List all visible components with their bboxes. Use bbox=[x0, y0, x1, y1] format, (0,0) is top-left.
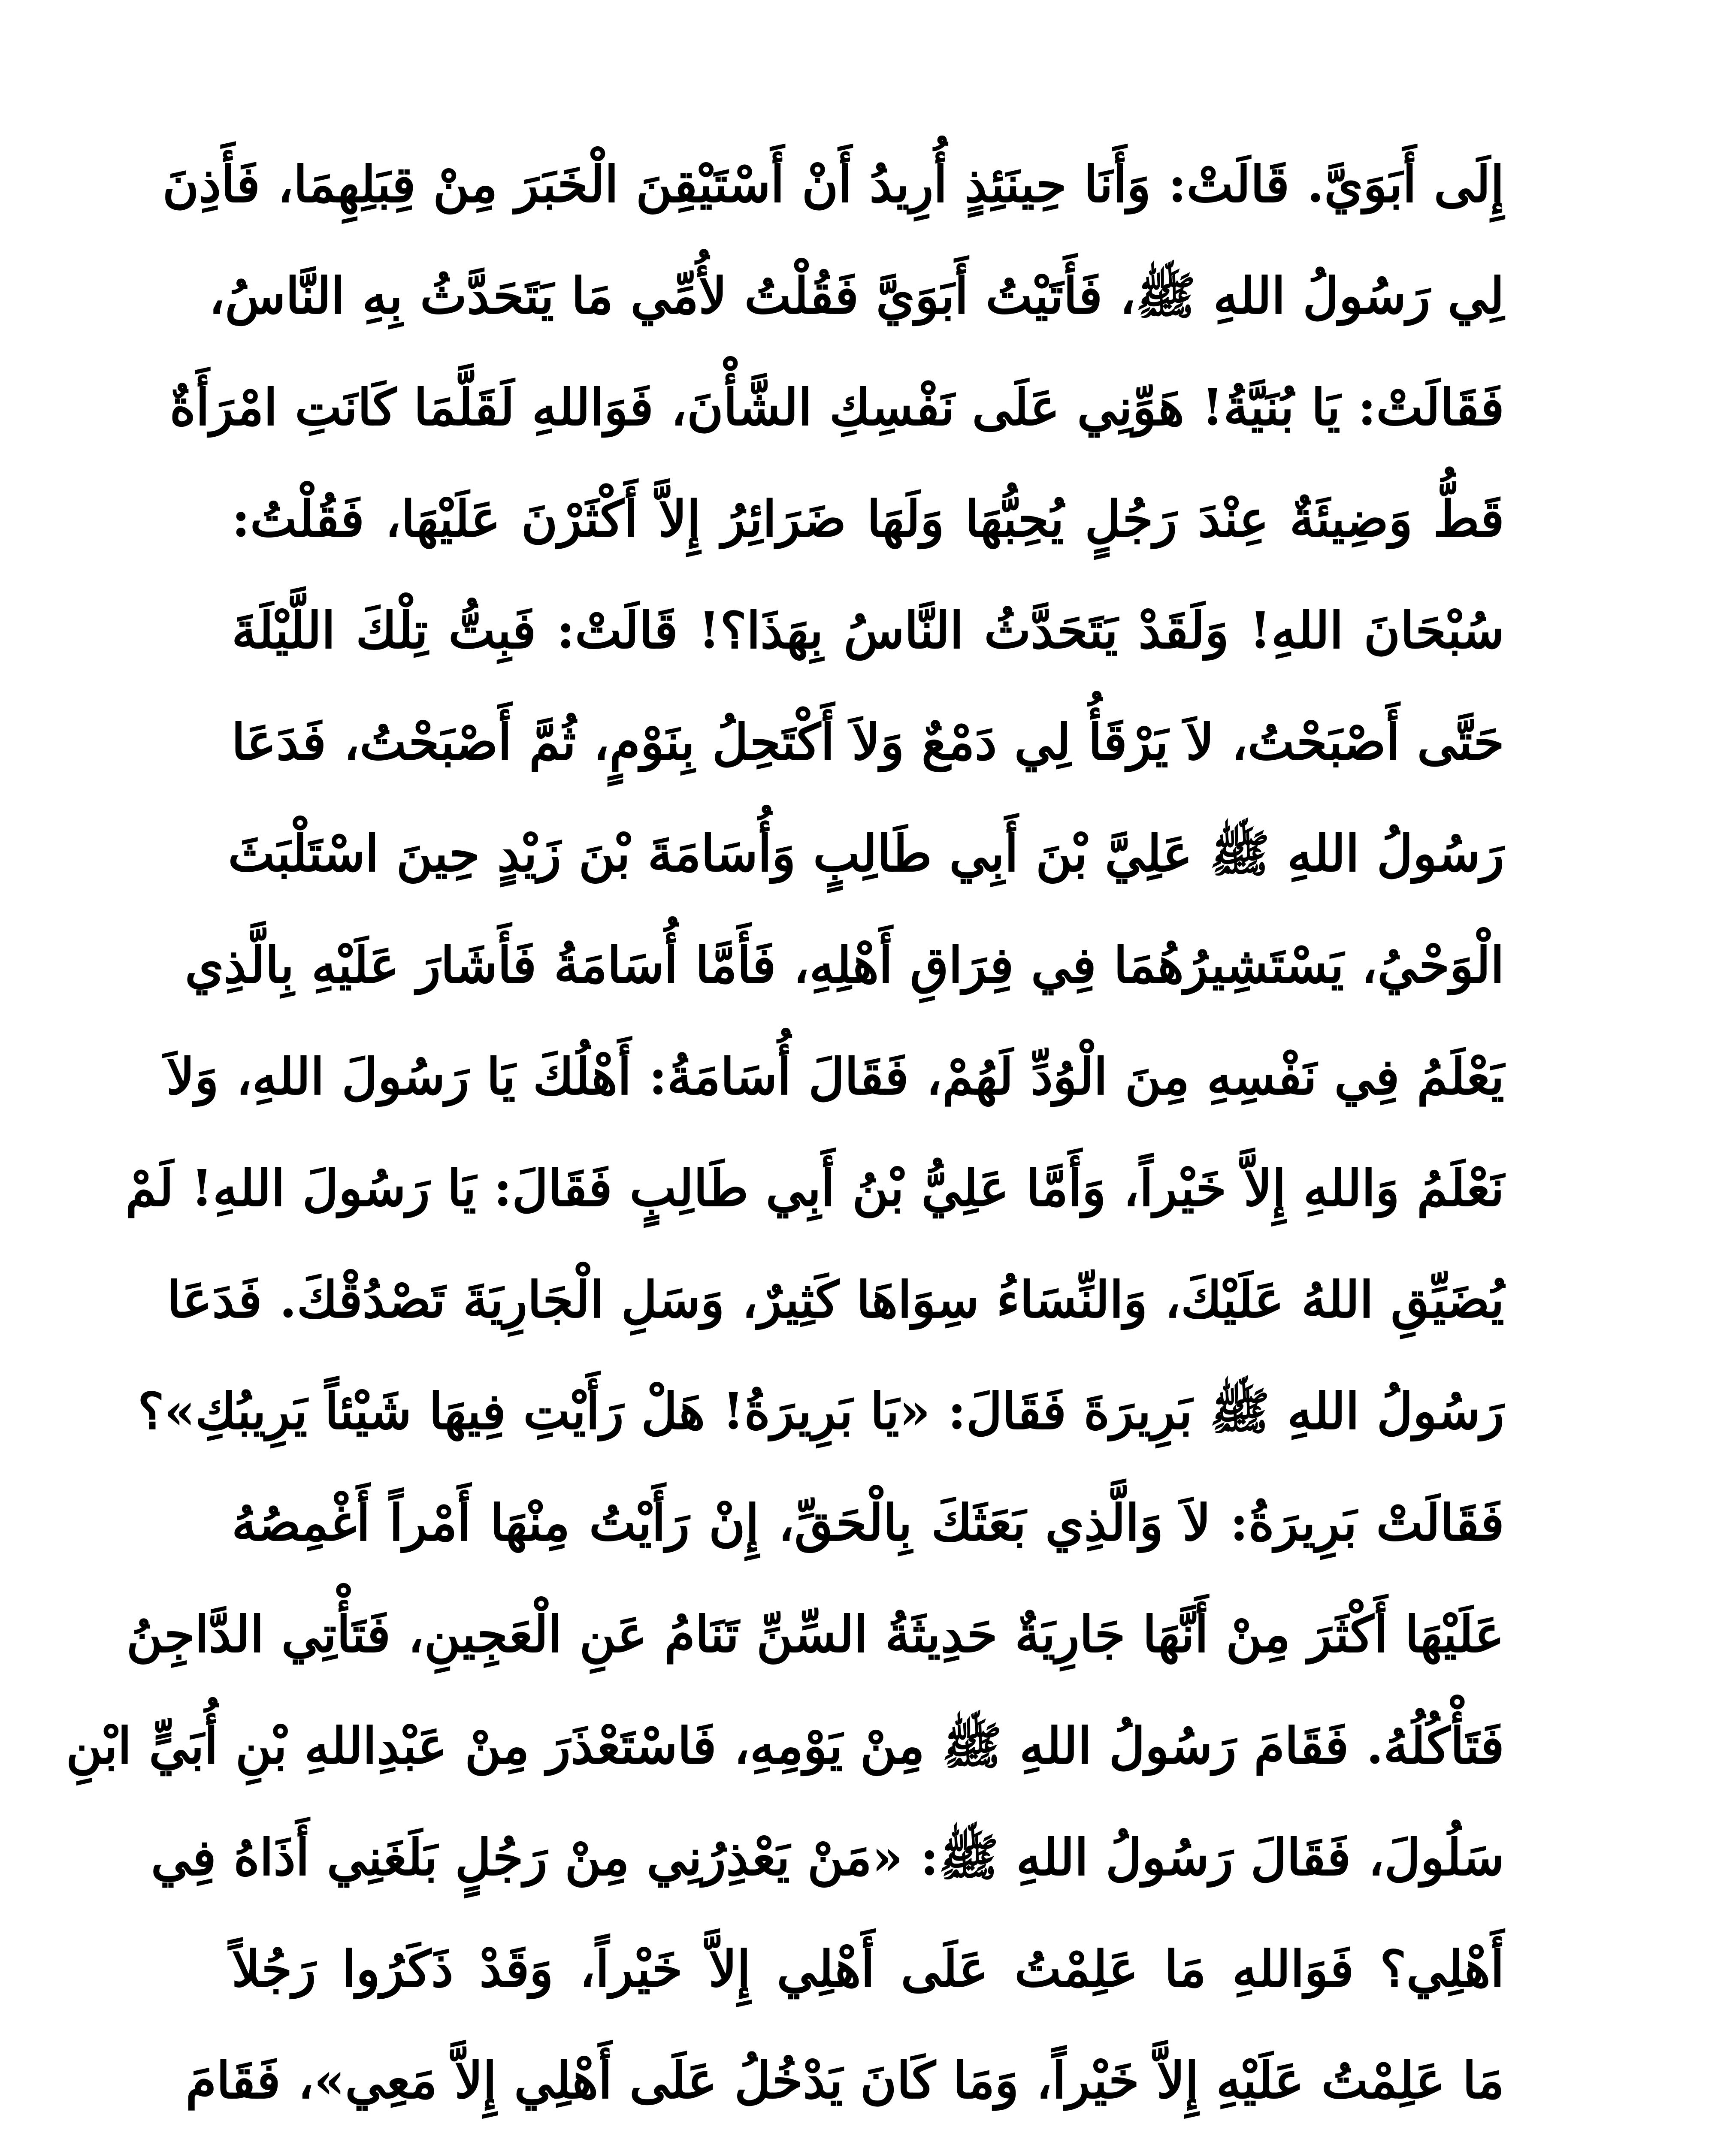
text-line: نَعْلَمُ وَاللهِ إِلاَّ خَيْراً، وَأَمَّا عَلِيُّ بْنُ أَبِي طَالِبٍ فَقَالَ: يَا رَسُولَ اللهِ! لَمْ bbox=[125, 1159, 1504, 1218]
text-line: يُضَيِّقِ اللهُ عَلَيْكَ، وَالنِّسَاءُ سِوَاهَا كَثِيرٌ، وَسَلِ الْجَارِيَةَ تَصْدُقْكَ. فَدَعَا bbox=[167, 1271, 1504, 1329]
text-line: فَتَأْكُلُهُ. فَقَامَ رَسُولُ اللهِ ﷺ مِنْ يَوْمِهِ، فَاسْتَعْذَرَ مِنْ عَبْدِاللهِ بْنِ أُبَيٍّ ابْنِ bbox=[66, 1717, 1504, 1775]
text-line: عَلَيْهَا أَكْثَرَ مِنْ أَنَّهَا جَارِيَةٌ حَدِيثَةُ السِّنِّ تَنَامُ عَنِ الْعَجِينِ، فَتَأْتِي الدَّاجِنُ bbox=[126, 1605, 1504, 1664]
text-line: رَسُولُ اللهِ ﷺ عَلِيَّ بْنَ أَبِي طَالِبٍ وَأُسَامَةَ بْنَ زَيْدٍ حِينَ اسْتَلْبَثَ bbox=[228, 825, 1504, 883]
body-text bbox=[66, 129, 1504, 2145]
text-line: فَقَالَتْ: يَا بُنَيَّةُ! هَوِّنِي عَلَى نَفْسِكِ الشَّأْنَ، فَوَاللهِ لَقَلَّمَا كَانَتِ امْرَأَةٌ bbox=[169, 378, 1504, 437]
text-line: إِلَى أَبَوَيَّ. قَالَتْ: وَأَنَا حِينَئِذٍ أُرِيدُ أَنْ أَسْتَيْقِنَ الْخَبَرَ مِنْ قِبَلِهِمَا، فَأَذِنَ bbox=[162, 155, 1504, 214]
text-line: سُبْحَانَ اللهِ! وَلَقَدْ يَتَحَدَّثُ النَّاسُ بِهَذَا؟! قَالَتْ: فَبِتُّ تِلْكَ اللَّيْلَةَ bbox=[232, 601, 1504, 660]
text-line: حَتَّى أَصْبَحْتُ، لاَ يَرْقَأُ لِي دَمْعٌ وَلاَ أَكْتَحِلُ بِنَوْمٍ، ثُمَّ أَصْبَحْتُ، فَدَعَا bbox=[231, 713, 1504, 771]
text-line: سَلُولَ، فَقَالَ رَسُولُ اللهِ ﷺ: «مَنْ يَعْذِرُنِي مِنْ رَجُلٍ بَلَغَنِي أَذَاهُ فِي bbox=[151, 1828, 1504, 1887]
text-line bbox=[232, 2136, 1504, 2145]
text-line: رَسُولُ اللهِ ﷺ بَرِيرَةَ فَقَالَ: «يَا بَرِيرَةُ! هَلْ رَأَيْتِ فِيهَا شَيْئاً يَرِيبُكِ»؟ bbox=[138, 1382, 1504, 1441]
text-line: يَعْلَمُ فِي نَفْسِهِ مِنَ الْوُدِّ لَهُمْ، فَقَالَ أُسَامَةُ: أَهْلُكَ يَا رَسُولَ اللهِ، وَلاَ bbox=[166, 1048, 1504, 1106]
text-line: أَهْلِي؟ فَوَاللهِ مَا عَلِمْتُ عَلَى أَهْلِي إِلاَّ خَيْراً، وَقَدْ ذَكَرُوا رَجُلاً bbox=[232, 1940, 1504, 1998]
text-line: قَطُّ وَضِيئَةٌ عِنْدَ رَجُلٍ يُحِبُّهَا وَلَهَا ضَرَائِرُ إِلاَّ أَكْثَرْنَ عَلَيْهَا، فَقُلْتُ: bbox=[232, 490, 1504, 548]
text-line: الْوَحْيُ، يَسْتَشِيرُهُمَا فِي فِرَاقِ أَهْلِهِ، فَأَمَّا أُسَامَةُ فَأَشَارَ عَلَيْهِ بِالَّذِي bbox=[184, 936, 1504, 994]
text-line: فَقَالَتْ بَرِيرَةُ: لاَ وَالَّذِي بَعَثَكَ بِالْحَقِّ، إِنْ رَأَيْتُ مِنْهَا أَمْراً أَغْمِصُهُ bbox=[232, 1494, 1504, 1552]
text-line: لِي رَسُولُ اللهِ ﷺ، فَأَتَيْتُ أَبَوَيَّ فَقُلْتُ لأُمِّي مَا يَتَحَدَّثُ بِهِ النَّاسُ، bbox=[209, 267, 1504, 325]
text-line: مَا عَلِمْتُ عَلَيْهِ إِلاَّ خَيْراً، وَمَا كَانَ يَدْخُلُ عَلَى أَهْلِي إِلاَّ مَعِي»، فَقَامَ bbox=[185, 2051, 1504, 2110]
